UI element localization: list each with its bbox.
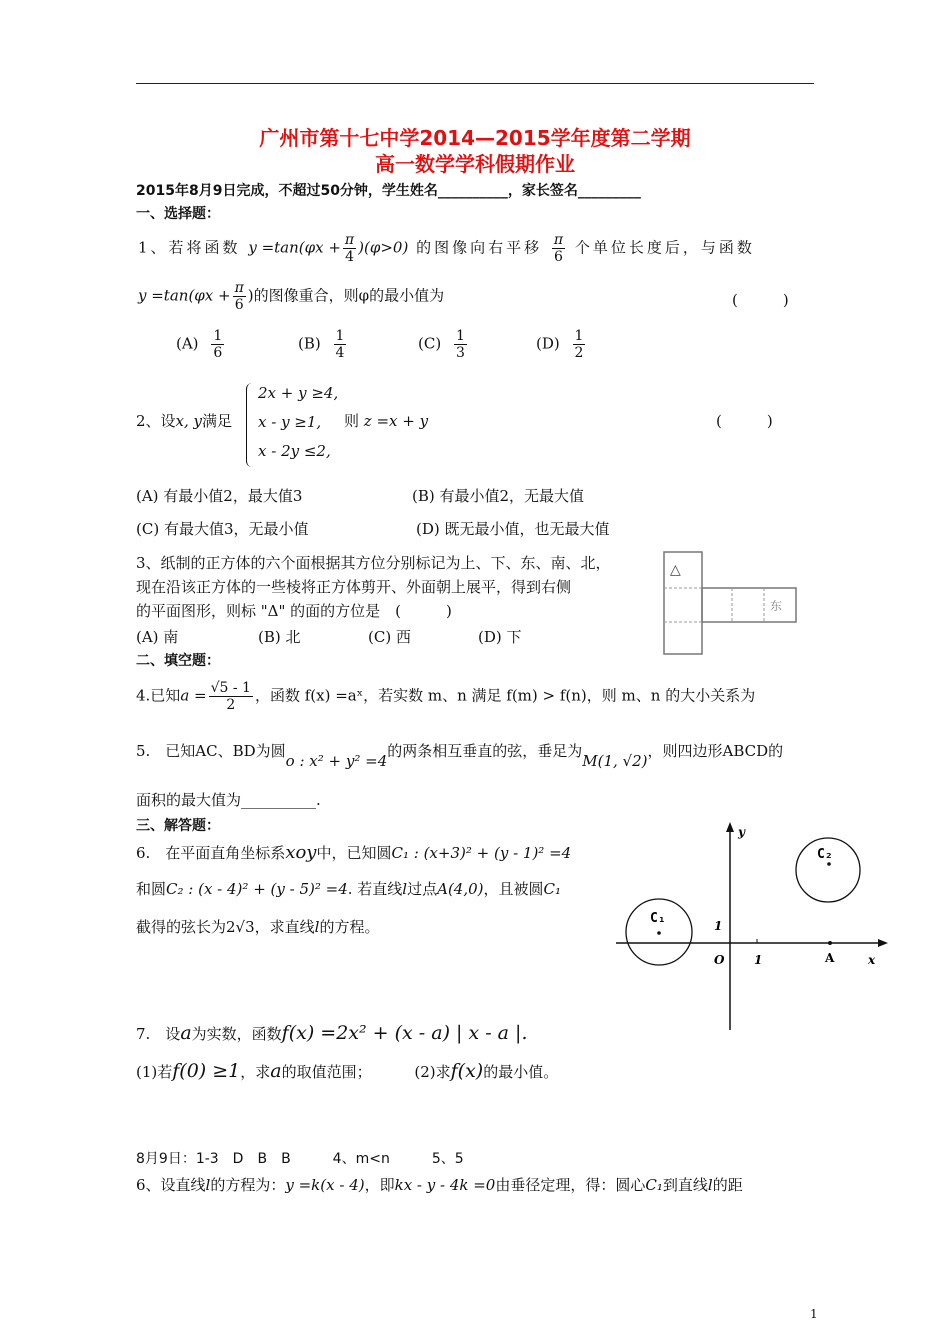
y-axis-arrow [726, 822, 734, 832]
east-mark: 东 [770, 599, 783, 613]
q2-system-brace [246, 383, 255, 467]
q2-ineq-3: x - 2y ≤2, [258, 442, 331, 460]
c2-label: C₂ [817, 847, 833, 862]
origin-label: O [714, 953, 725, 967]
q3-line1: 3、纸制的正方体的六个面根据其方位分别标记为上、下、东、南、北， [136, 554, 611, 572]
q2-prefix: 2、设x, y满足 [136, 412, 233, 430]
q6-line3: 截得的弦长为2√3，求直线l的方程。 [136, 918, 380, 936]
x-label: x [868, 953, 876, 967]
section-choice: 一、选择题： [136, 206, 220, 222]
q1-option-b: (B) $\frac{1}{4}$ [298, 328, 345, 361]
q2-answer-bracket: ( ) [716, 412, 773, 430]
y-one-label: 1 [714, 919, 723, 933]
q2-target: 则 z =x + y [344, 412, 429, 430]
q2-option-a: (A) 有最小值2，最大值3 [136, 487, 303, 505]
c1-center [657, 931, 661, 935]
q2-option-b: (B) 有最小值2，无最大值 [412, 487, 585, 505]
q1-answer-bracket: ( ) [732, 291, 789, 309]
q1-line2: y =tan(φx + $\frac{\pi}{6}$ )的图像重合，则φ的最小值为 [138, 280, 445, 313]
q3-option-d: (D) 下 [478, 628, 522, 646]
q5-line2: 面积的最大值为__________. [136, 791, 321, 809]
q3-line2: 现在沿该正方体的一些棱将正方体剪开、外面朝上展平，得到右侧 [136, 578, 572, 596]
coordinate-graph [612, 818, 892, 1032]
q2-ineq-2: x - y ≥1, [258, 413, 322, 431]
point-a-label: A [825, 951, 835, 965]
page-title: 广州市第十七中学2014—2015学年度第二学期 [259, 126, 691, 150]
q3-line3: 的平面图形，则标 "Δ" 的面的方位是 ( ) [136, 602, 452, 620]
section-fill: 二、填空题： [136, 653, 220, 669]
triangle-mark: △ [670, 562, 681, 578]
q2-ineq-1: 2x + y ≥4, [258, 384, 339, 402]
answers-line1: 8月9日：1-3 D B B 4、m<n 5、5 [136, 1151, 464, 1167]
q6-line1: 6. 在平面直角坐标系xoy中，已知圆C₁ : (x+3)² + (y - 1)² =4 [136, 842, 572, 863]
q2-option-d: (D) 既无最小值，也无最大值 [416, 520, 610, 538]
y-label: y [738, 825, 745, 839]
q1-option-c: (C) $\frac{1}{3}$ [418, 328, 465, 361]
c1-label: C₁ [650, 911, 666, 926]
q7-line2: (1)若f(0) ≥1，求a的取值范围； (2)求f(x)的最小值。 [136, 1060, 559, 1082]
page-number: 1 [810, 1307, 818, 1321]
answers-line2: 6、设直线l的方程为：y =k(x - 4)，即kx - y - 4k =0由垂径定理，得：圆心C₁到直线l的距 [136, 1176, 743, 1194]
top-rule [136, 83, 814, 84]
q1-option-a: (A) $\frac{1}{6}$ [176, 328, 223, 361]
q2-option-c: (C) 有最大值3，无最小值 [136, 520, 309, 538]
q5-line1: 5. 已知AC、BD为圆o : x² + y² =4的两条相互垂直的弦，垂足为M(1, √2)，则四边形ABCD的 [136, 742, 784, 770]
q1-option-d: (D) $\frac{1}{2}$ [536, 328, 584, 361]
section-solve: 三、解答题： [136, 818, 220, 834]
cube-net-figure [660, 548, 800, 658]
info-line: 2015年8月9日完成，不超过50分钟，学生姓名__________，家长签名_________ [136, 183, 641, 199]
x-axis-arrow [878, 939, 888, 947]
point-a [828, 941, 832, 945]
q3-option-a: (A) 南 [136, 628, 179, 646]
q3-option-b: (B) 北 [258, 628, 301, 646]
page-subtitle: 高一数学学科假期作业 [375, 152, 575, 176]
q1-line1: 1、若将函数 y =tan(φx + $\frac{\pi}{4}$ )(φ>0) 的图像向右平移 $\frac{\pi}{6}$ 个单位长度后，与函数 [138, 232, 755, 265]
q7-line1: 7. 设a为实数，函数f(x) =2x² + (x - a) | x - a |. [136, 1022, 528, 1044]
c2-center [827, 862, 831, 866]
q3-option-c: (C) 西 [368, 628, 411, 646]
q4-line: 4.已知a = $\frac{√5 - 1}{2}$ ，函数 f(x) =aˣ，若实数 m、n 满足 f(m) > f(n)，则 m、n 的大小关系为 [136, 680, 756, 713]
x-one-label: 1 [754, 953, 763, 967]
q6-line2: 和圆C₂ : (x - 4)² + (y - 5)² =4. 若直线l过点A(4,0)，且被圆C₁ [136, 880, 562, 898]
